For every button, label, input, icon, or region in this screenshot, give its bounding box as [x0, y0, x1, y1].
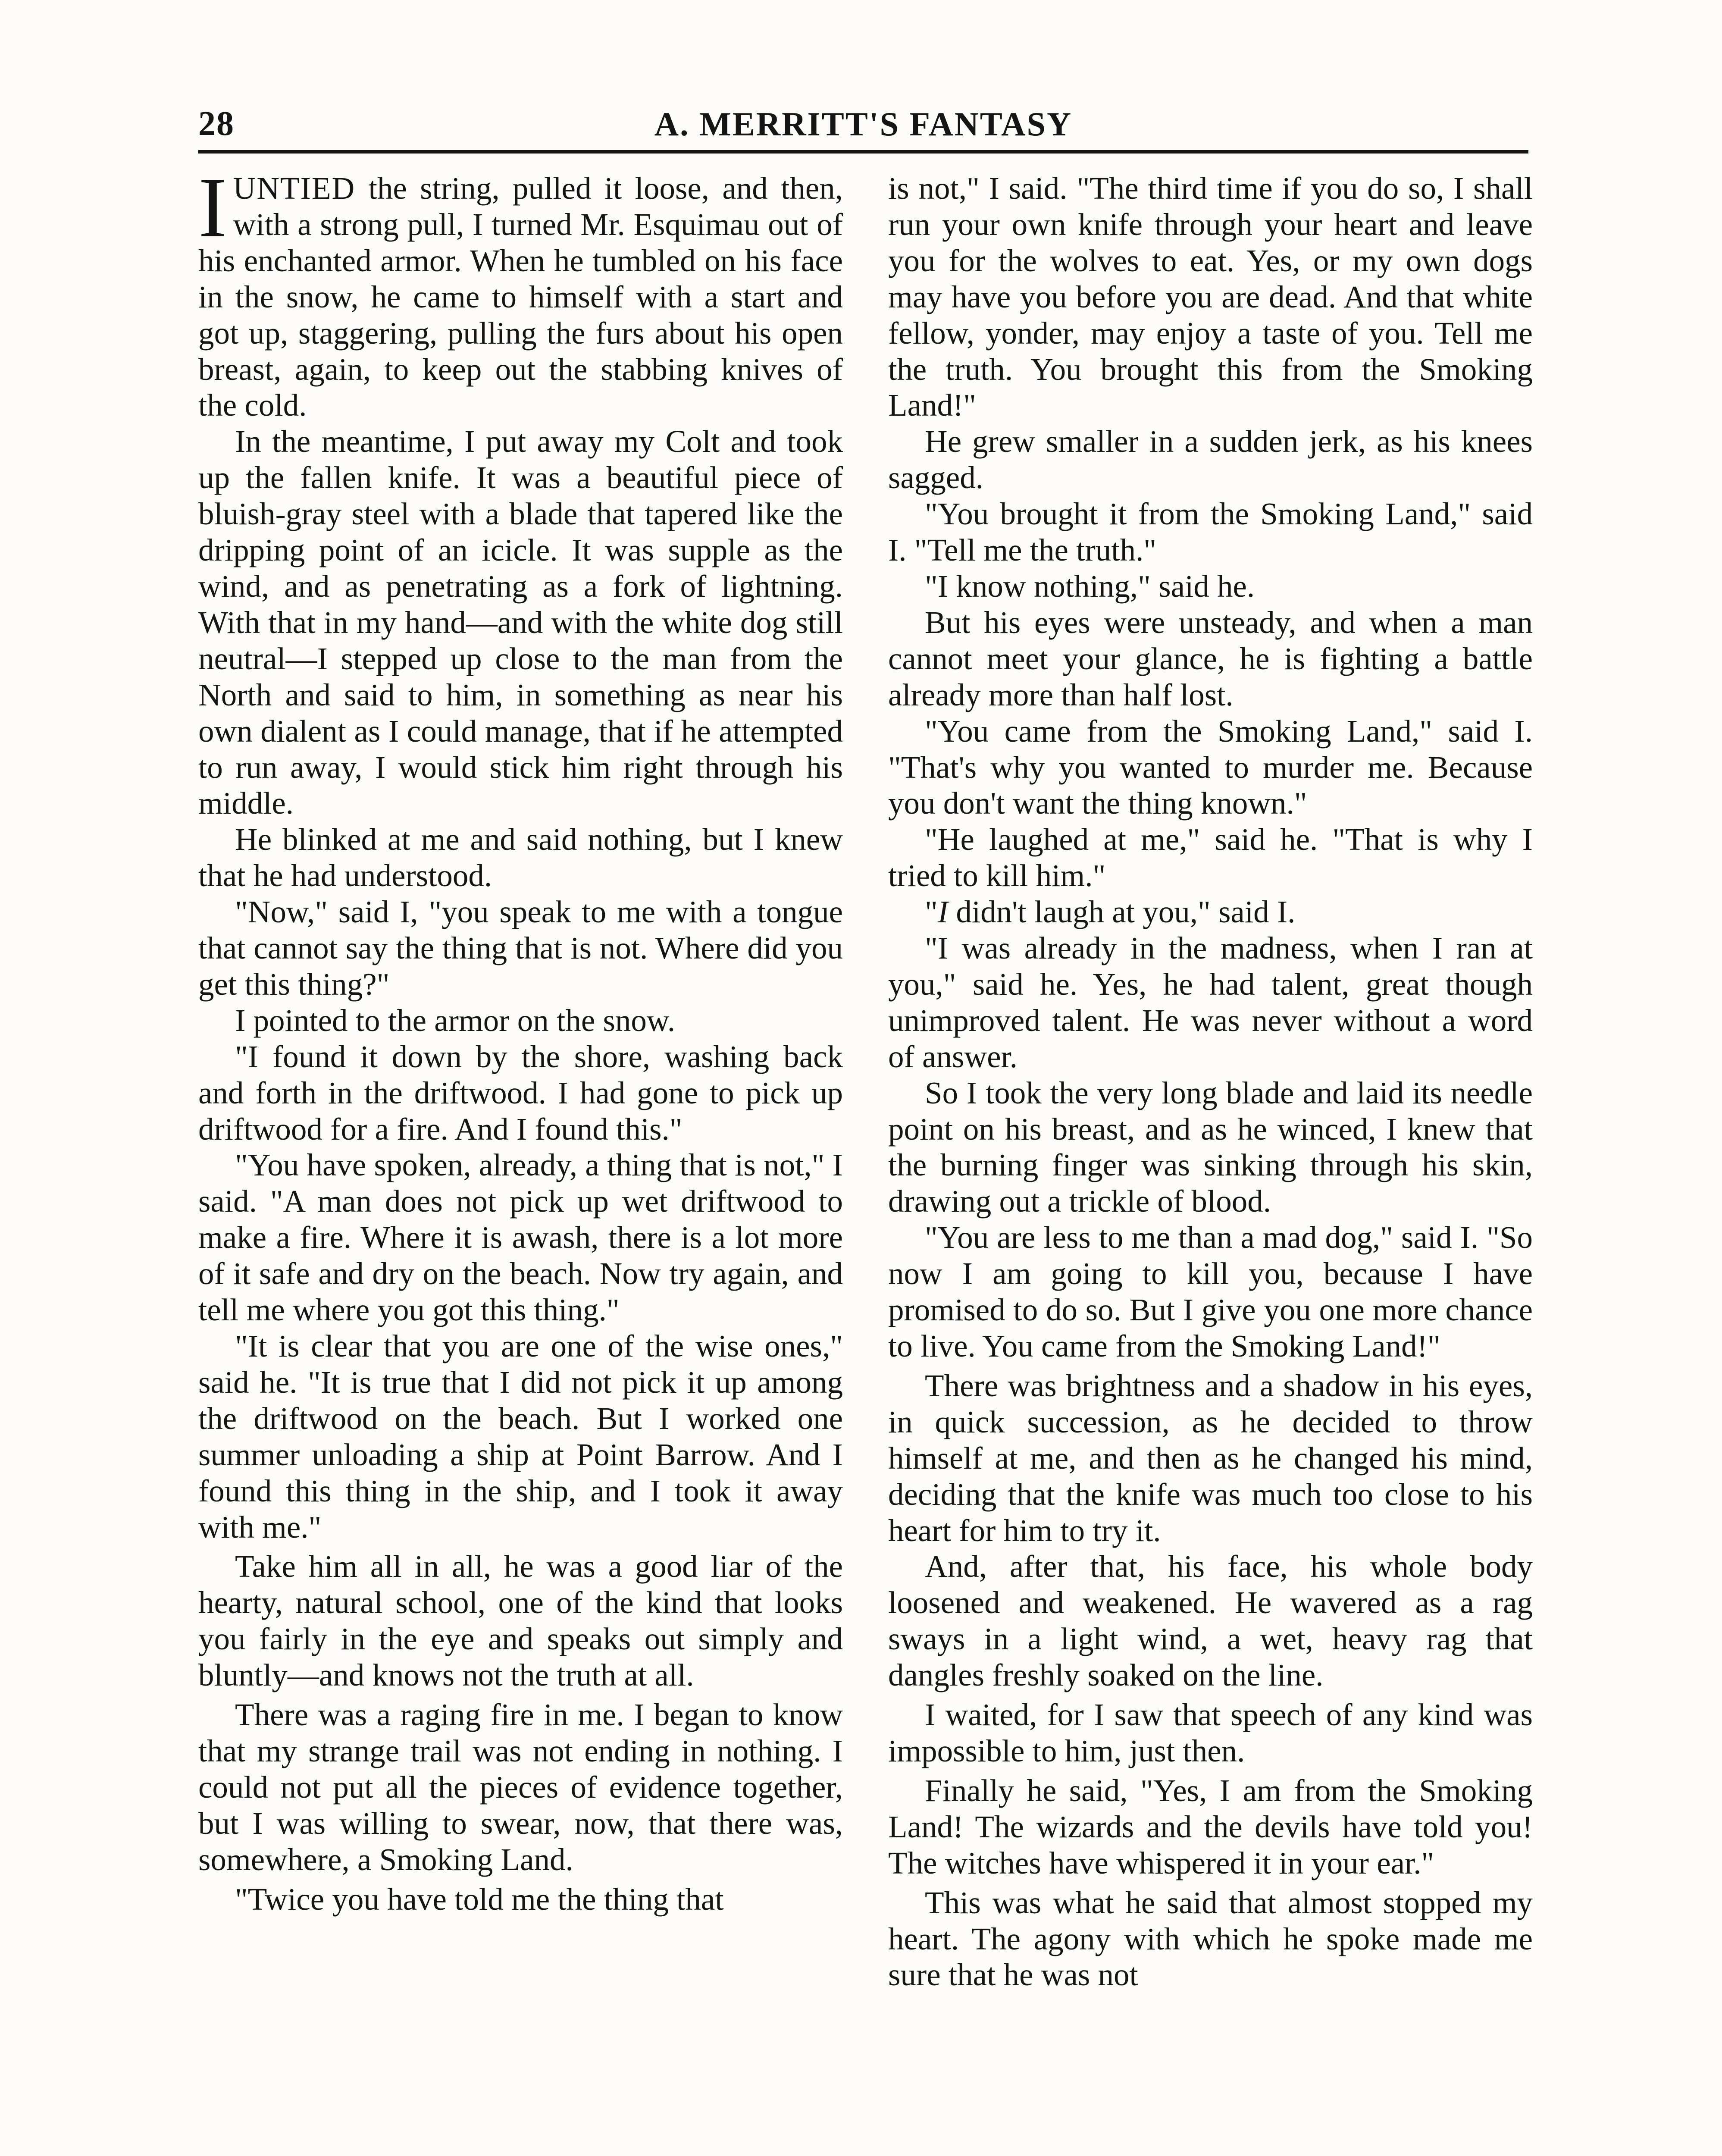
- paragraph: "You are less to me than a mad dog," said I. "So now I am going to kill you, because I have promised to do so. But I give you one more chance to live. You came from the Smoking Land!": [888, 1220, 1533, 1363]
- header-rule: [198, 150, 1528, 154]
- italic-word: I: [937, 894, 949, 930]
- paragraph: "I know nothing," said he.: [925, 568, 1255, 604]
- paragraph: "Now," said I, "you speak to me with a tongue that cannot say the thing that is not. Where did you get this thing?": [198, 894, 843, 1002]
- paragraph-text: the string, pulled it loose, and then, with a strong pull, I turned Mr. Esquimau out of his enchanted armor. When he tumbled on his face in the snow, he came to himself with a start and got up, staggering, pulling the furs about his open breast, again, to keep out the stabbing knives of the cold.: [198, 171, 843, 423]
- paragraph: In the meantime, I put away my Colt and took up the fallen knife. It was a beautiful piece of bluish-gray steel with a blade that tapered like the dripping point of an icicle. It was supple as the wind, and as penetrating as a fork of lightning. With that in my hand—and with the white dog still neutral—I stepped up close to the man from the North and said to him, in something as near his own dialent as I could manage, that if he attempted to run away, I would stick him right through his middle.: [198, 424, 843, 821]
- paragraph: is not," I said. "The third time if you do so, I shall run your own knife through your heart and leave you for the wolves to eat. Yes, or my own dogs may have you before you are dead. And that white fellow, yonder, may enjoy a taste of you. Tell me the truth. You brought this from the Smoking Land!": [888, 171, 1533, 423]
- paragraph: "You came from the Smoking Land," said I. "That's why you wanted to murder me. Because you don't want the thing known.": [888, 713, 1533, 821]
- paragraph: There was a raging fire in me. I began to know that my strange trail was not ending in nothing. I could not put all the pieces of evidence together, but I was willing to swear, now, that there was, somewhere, a Smoking Land.: [198, 1697, 843, 1877]
- paragraph: "You brought it from the Smoking Land," said I. "Tell me the truth.": [888, 496, 1533, 568]
- quote-mark: ": [925, 894, 938, 930]
- page-header: [198, 101, 1528, 147]
- paragraph: Finally he said, "Yes, I am from the Smoking Land! The wizards and the devils have told you! The witches have whispered it in your ear.": [888, 1773, 1533, 1880]
- paragraph: [888, 894, 1533, 930]
- paragraph: "Twice you have told me the thing that: [235, 1881, 724, 1917]
- paragraph: "I was already in the madness, when I ran at you," said he. Yes, he had talent, great though unimproved talent. He was never without a word of answer.: [888, 931, 1533, 1074]
- left-column: [198, 170, 843, 2156]
- right-column: [888, 170, 1533, 2156]
- paragraph: And, after that, his face, his whole body loosened and weakened. He wavered as a rag sways in a light wind, a wet, heavy rag that dangles freshly soaked on the line.: [888, 1549, 1533, 1693]
- opening-word: UNTIED: [233, 171, 356, 206]
- paragraph: He grew smaller in a sudden jerk, as his knees sagged.: [888, 424, 1533, 495]
- paragraph: I pointed to the armor on the snow.: [235, 1003, 676, 1038]
- running-head: A. MERRITT'S FANTASY: [654, 105, 1073, 143]
- paragraph: He blinked at me and said nothing, but I knew that he had understood.: [198, 822, 843, 893]
- paragraph: "You have spoken, already, a thing that is not," I said. "A man does not pick up wet driftwood to make a fire. Where it is awash, there is a lot more of it safe and dry on the beach. Now try again, and tell me where you got this thing.": [198, 1147, 843, 1328]
- paragraph: So I took the very long blade and laid its needle point on his breast, and as he winced, I knew that the burning finger was sinking through his skin, drawing out a trickle of blood.: [888, 1075, 1533, 1219]
- paragraph: This was what he said that almost stopped my heart. The agony with which he spoke made me sure that he was not: [888, 1885, 1533, 1993]
- paragraph: There was brightness and a shadow in his eyes, in quick succession, as he decided to throw himself at me, and then as he changed his mind, deciding that the knife was much too close to his heart for him to try it.: [888, 1368, 1533, 1548]
- drop-cap: I: [198, 170, 227, 255]
- page-number: 28: [198, 105, 235, 143]
- paragraph: [198, 170, 843, 423]
- paragraph: "I found it down by the shore, washing back and forth in the driftwood. I had gone to pick up driftwood for a fire. And I found this.": [198, 1039, 843, 1147]
- paragraph: But his eyes were unsteady, and when a man cannot meet your glance, he is fighting a battle already more than half lost.: [888, 605, 1533, 712]
- paragraph: I waited, for I saw that speech of any kind was impossible to him, just then.: [888, 1697, 1533, 1768]
- paragraph-text: didn't laugh at you," said I.: [948, 894, 1296, 930]
- paragraph: Take him all in all, he was a good liar of the hearty, natural school, one of the kind that looks you fairly in the eye and speaks out simply and bluntly—and knows not the truth at all.: [198, 1549, 843, 1693]
- paragraph: "He laughed at me," said he. "That is why I tried to kill him.": [888, 822, 1533, 893]
- paragraph: "It is clear that you are one of the wise ones," said he. "It is true that I did not pick it up among the driftwood on the beach. But I worked one summer unloading a ship at Point Barrow. And I found this thing in the ship, and I took it away with me.": [198, 1329, 843, 1545]
